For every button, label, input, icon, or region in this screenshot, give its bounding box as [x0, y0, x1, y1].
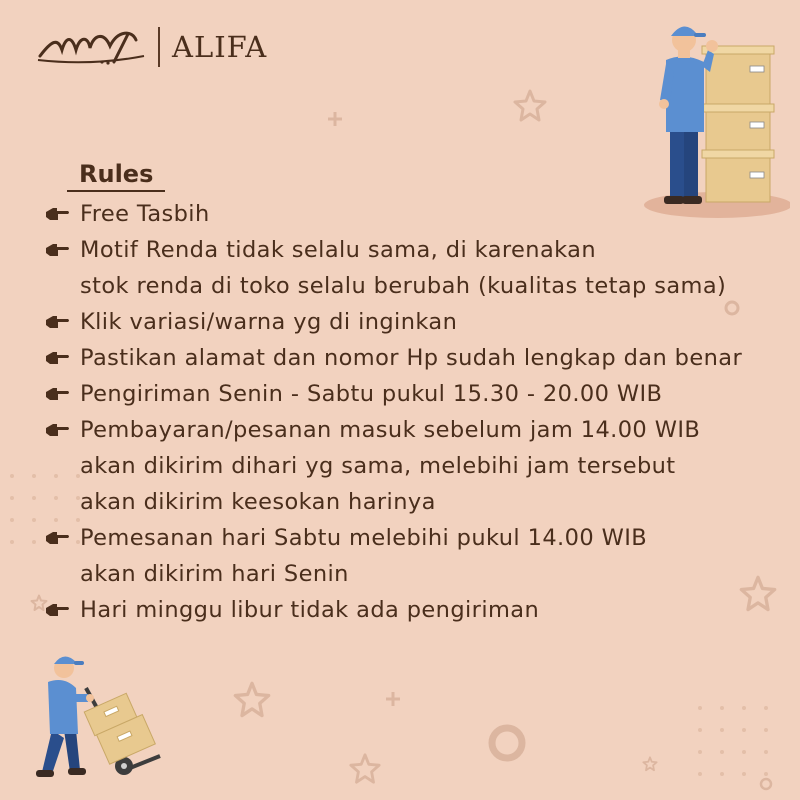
- pointing-hand-icon: [44, 232, 80, 268]
- pointing-hand-icon: [44, 304, 80, 340]
- rule-text: Hari minggu libur tidak ada pengiriman: [80, 597, 540, 623]
- rule-item: [44, 232, 784, 304]
- star-icon: [642, 756, 658, 772]
- rule-text: Free Tasbih: [80, 201, 210, 227]
- alifa-calligraphy-logo: [32, 26, 152, 68]
- rule-text: Pastikan alamat dan nomor Hp sudah lengkap dan benar: [80, 345, 743, 371]
- courier-with-hand-truck-illustration: [34, 648, 164, 788]
- ring-icon: [484, 720, 530, 766]
- rule-text: Pembayaran/pesanan masuk sebelum jam 14.00 WIB akan dikirim dihari yg sama, melebihi jam tersebut akan dikirim keesokan harinya: [80, 417, 701, 515]
- plus-icon: [384, 690, 402, 708]
- pointing-hand-icon: [44, 196, 80, 232]
- rule-item: [44, 412, 784, 520]
- dot-grid-decoration: [692, 700, 792, 792]
- rule-text: Klik variasi/warna yg di inginkan: [80, 309, 458, 335]
- rule-item: [44, 376, 784, 412]
- pointing-hand-icon: [44, 376, 80, 412]
- rule-item: [44, 520, 784, 592]
- rule-item: [44, 304, 784, 340]
- rule-text: Pengiriman Senin - Sabtu pukul 15.30 - 20.00 WIB: [80, 381, 663, 407]
- rule-item: [44, 340, 784, 376]
- rule-item: [44, 592, 784, 628]
- rule-text: Pemesanan hari Sabtu melebihi pukul 14.00 WIB akan dikirim hari Senin: [80, 525, 648, 587]
- brand-logo: [32, 26, 267, 68]
- rule-text: Motif Renda tidak selalu sama, di karenakan stok renda di toko selalu berubah (kualitas tetap sama): [80, 237, 727, 299]
- star-icon: [512, 88, 548, 124]
- pointing-hand-icon: [44, 340, 80, 376]
- rules-list: [44, 196, 784, 628]
- brand-name: ALIFA: [172, 30, 268, 64]
- rules-heading: Rules: [67, 160, 165, 192]
- logo-divider: [158, 27, 160, 67]
- pointing-hand-icon: [44, 592, 80, 628]
- pointing-hand-icon: [44, 412, 80, 448]
- pointing-hand-icon: [44, 520, 80, 556]
- rule-item: [44, 196, 784, 232]
- plus-icon: [326, 110, 344, 128]
- courier-with-boxes-illustration: [640, 10, 790, 220]
- star-icon: [232, 680, 272, 720]
- star-icon: [348, 752, 382, 786]
